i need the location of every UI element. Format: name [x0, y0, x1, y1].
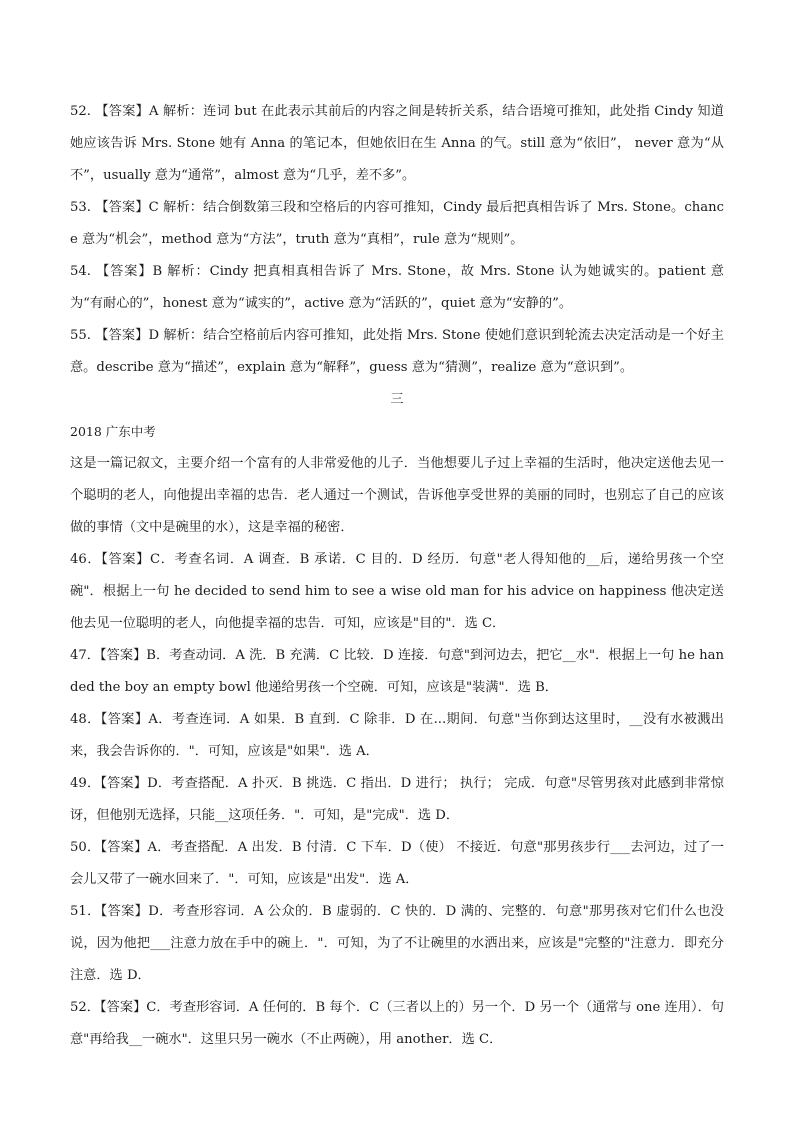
passage-summary: 这是一篇记叙文，主要介绍一个富有的人非常爱他的儿子．当他想要儿子过上幸福的生活时，他决定送他去见一个聪明的老人，向他提出幸福的忠告．老人通过一个测试，告诉他享受世界的美丽的同时，也别忘了自己的应该做的事情（文中是碗里的水），这是幸福的秘密．	[70, 456, 724, 535]
answer-49: 49．【答案】D．考查搭配．A 扑灭．B 挑选．C 指出．D 进行； 执行； 完成．句意"尽管男孩对此感到非常惊讶，但他别无选择，只能__这项任务．"．可知，是"完成"．选 D．	[70, 776, 724, 823]
source-label: 2018 广东中考	[70, 424, 156, 439]
answer-51: 51．【答案】D．考查形容词．A 公众的．B 虚弱的．C 快的．D 满的、完整的．句意"那男孩对它们什么也没说，因为他把___注意力放在手中的碗上．"．可知，为了不让碗里的水洒出来，应该是"完整的"注意力．即充分注意．选 D．	[70, 904, 724, 983]
answer-document	[70, 96, 724, 1056]
answer-52-b: 52．【答案】C．考查形容词．A 任何的．B 每个．C（三者以上的）另一个．D 另一个（通常与 one 连用）．句意"再给我__一碗水"．这里只另一碗水（不止两碗），用 another．选 C．	[70, 1000, 724, 1047]
section-title: 三	[390, 392, 404, 407]
answer-52-a: 52. 【答案】A 解析：连词 but 在此表示其前后的内容之间是转折关系，结合语境可推知，此处指 Cindy 知道她应该告诉 Mrs. Stone 她有 Anna 的笔记本，但她依旧在生 Anna 的气。still 意为“依旧”， never 意为“从不”，usually 意为“通常”，almost 意为“几乎，差不多”。	[70, 104, 724, 183]
answer-53-a: 53. 【答案】C 解析：结合倒数第三段和空格后的内容可推知，Cindy 最后把真相告诉了 Mrs. Stone。chance 意为“机会”，method 意为“方法”，truth 意为“真相”，rule 意为“规则”。	[70, 200, 724, 247]
answer-48: 48．【答案】A．考查连词．A 如果．B 直到．C 除非．D 在...期间．句意"当你到达这里时，__没有水被溅出来，我会告诉你的．"．可知，应该是"如果"．选 A．	[70, 712, 724, 759]
answer-47: 47．【答案】B．考查动词．A 洗．B 充满．C 比较．D 连接．句意"到河边去，把它__水"．根据上一句 he handed the boy an empty bowl 他递给男孩一个空碗．可知，应该是"装满"．选 B．	[70, 648, 724, 695]
answer-50: 50．【答案】A．考查搭配．A 出发．B 付清．C 下车．D（使） 不接近．句意"那男孩步行___去河边，过了一会儿又带了一碗水回来了．"．可知，应该是"出发"．选 A．	[70, 840, 724, 887]
answer-54-a: 54. 【答案】B 解析：Cindy 把真相真相告诉了 Mrs. Stone，故 Mrs. Stone 认为她诚实的。patient 意为“有耐心的”，honest 意为“诚实的”，active 意为“活跃的”，quiet 意为“安静的”。	[70, 264, 724, 311]
answer-46: 46．【答案】C．考查名词．A 调查．B 承诺．C 目的．D 经历．句意"老人得知他的__后，递给男孩一个空碗"．根据上一句 he decided to send him to see a wise old man for his advice on happiness 他决定送他去见一位聪明的老人，向他提幸福的忠告．可知，应该是"目的"．选 C．	[70, 552, 724, 631]
answer-55-a: 55. 【答案】D 解析：结合空格前后内容可推知，此处指 Mrs. Stone 使她们意识到轮流去决定活动是一个好主意。describe 意为“描述”，explain 意为“解释”，guess 意为“猜测”，realize 意为“意识到”。	[70, 328, 724, 375]
